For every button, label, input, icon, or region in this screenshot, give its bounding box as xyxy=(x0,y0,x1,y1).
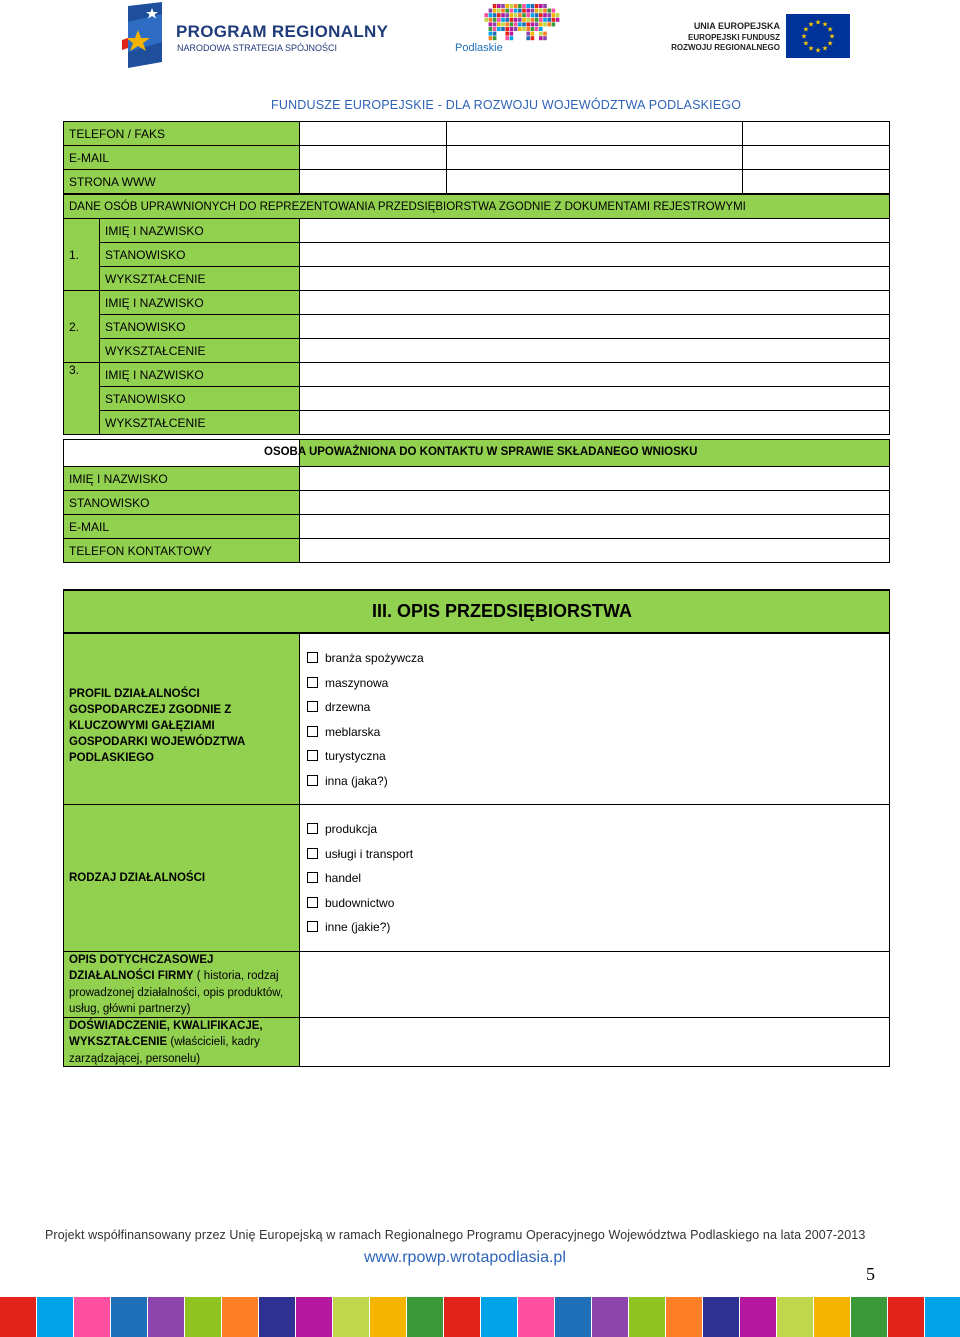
checkbox-label: handel xyxy=(325,871,362,885)
person-field-input[interactable] xyxy=(299,362,890,387)
eu-line3: ROZWOJU REGIONALNEGO xyxy=(671,43,780,52)
checkbox[interactable] xyxy=(307,726,318,737)
checkbox-label: maszynowa xyxy=(325,675,389,690)
program-title: PROGRAM REGIONALNY xyxy=(176,22,389,41)
svg-text:★: ★ xyxy=(826,40,834,48)
contact-person-input[interactable] xyxy=(299,466,890,491)
svg-text:★: ★ xyxy=(814,19,822,27)
svg-text:★: ★ xyxy=(800,33,808,41)
checkbox-label: usługi i transport xyxy=(325,846,414,861)
person-field-input[interactable] xyxy=(299,314,890,339)
svg-text:★: ★ xyxy=(828,33,836,41)
experience-label-normal: (właścicieli, kadry zarządzającej, personelu) xyxy=(69,1036,260,1065)
cofinance-text: Projekt współfinansowany przez Unię Europejską w ramach Regionalnego Programu Operacyjnego Województwa Podlaskiego na lata 2007-2013 xyxy=(45,1228,866,1242)
person-field-input[interactable] xyxy=(299,242,890,267)
history-label xyxy=(69,952,295,1017)
footer-url[interactable]: www.rpowp.wrotapodlasia.pl xyxy=(364,1249,566,1266)
checkbox[interactable] xyxy=(307,677,318,688)
contact-person-input[interactable] xyxy=(299,490,890,515)
contact-input-2[interactable] xyxy=(742,145,890,170)
contact-person-input[interactable] xyxy=(299,538,890,563)
person-field-label: WYKSZTAŁCENIE xyxy=(105,344,206,358)
person-field-label: IMIĘ I NAZWISKO xyxy=(105,224,204,238)
person-field-label: STANOWISKO xyxy=(105,320,186,334)
checkbox[interactable] xyxy=(307,750,318,761)
checkbox[interactable] xyxy=(307,701,318,712)
contact-input-0[interactable] xyxy=(299,145,447,170)
person-field-label: IMIĘ I NAZWISKO xyxy=(105,368,204,382)
representatives-heading: DANE OSÓB UPRAWNIONYCH DO REPREZENTOWANIA PRZEDSIĘBIORSTWA ZGODNIE Z DOKUMENTAMI REJESTROWYMI xyxy=(69,201,746,213)
checkbox-label: inna (jaka?) xyxy=(325,773,388,788)
experience-label-bold: DOŚWIADCZENIE, KWALIFIKACJE, WYKSZTAŁCENIE xyxy=(69,1020,263,1049)
person-field-input[interactable] xyxy=(299,338,890,363)
checkbox-label: meblarska xyxy=(325,724,381,739)
color-mosaic-strip xyxy=(0,1297,960,1337)
person-field-label: STANOWISKO xyxy=(105,248,186,262)
svg-text:★: ★ xyxy=(821,21,829,29)
checkbox-label: turystyczna xyxy=(325,749,386,763)
contact-person-field-label: TELEFON KONTAKTOWY xyxy=(69,544,212,558)
person-field-input[interactable] xyxy=(299,410,890,435)
contact-input-1[interactable] xyxy=(446,121,743,146)
profile-label: PROFIL DZIAŁALNOŚCI GOSPODARCZEJ ZGODNIE Z KLUCZOWYMI GAŁĘZIAMI GOSPODARKI WOJEWÓDZTWA PODLASKIEGO xyxy=(69,688,245,764)
person-field-label: IMIĘ I NAZWISKO xyxy=(105,296,204,310)
contact-person-field-label: STANOWISKO xyxy=(69,496,150,510)
person-field-input[interactable] xyxy=(299,266,890,291)
contact-person-input[interactable] xyxy=(299,514,890,539)
section3-title: III. OPIS PRZEDSIĘBIORSTWA xyxy=(372,601,633,621)
checkbox-label: branża spożywcza xyxy=(325,651,424,665)
contact-row-label: TELEFON / FAKS xyxy=(69,127,166,141)
svg-text:★: ★ xyxy=(802,40,810,48)
podlaskie-logo xyxy=(452,2,562,62)
person-field-label: STANOWISKO xyxy=(105,392,186,406)
checkbox[interactable] xyxy=(307,652,318,663)
eu-logo xyxy=(672,14,852,60)
checkbox-label: inne (jakie?) xyxy=(325,920,391,934)
svg-text:★: ★ xyxy=(807,21,815,29)
contact-person-heading: OSOBA UPOWAŻNIONA DO KONTAKTU W SPRAWIE SKŁADANEGO WNIOSKU xyxy=(264,446,698,458)
checkbox-label: produkcja xyxy=(325,822,378,836)
checkbox[interactable] xyxy=(307,775,318,786)
person-number: 3. xyxy=(69,363,80,377)
checkbox-label: drzewna xyxy=(325,700,371,714)
person-field-input[interactable] xyxy=(299,290,890,315)
svg-text:★: ★ xyxy=(807,45,815,53)
person-number: 2. xyxy=(69,320,80,334)
eu-flag-icon xyxy=(786,14,850,58)
experience-label xyxy=(69,1018,295,1067)
contact-row-label: STRONA WWW xyxy=(69,175,156,189)
experience-input[interactable] xyxy=(299,1017,890,1067)
contact-input-0[interactable] xyxy=(299,121,447,146)
contact-input-2[interactable] xyxy=(742,121,890,146)
contact-row-label: E-MAIL xyxy=(69,151,110,165)
history-label-normal: ( historia, rodzaj prowadzonej działalności, opis produktów, usług, główni partnerzy) xyxy=(69,970,284,1015)
svg-text:★: ★ xyxy=(826,26,834,34)
person-field-input[interactable] xyxy=(299,386,890,411)
activity-label: RODZAJ DZIAŁALNOŚCI xyxy=(69,872,206,884)
person-field-label: WYKSZTAŁCENIE xyxy=(105,272,206,286)
checkbox[interactable] xyxy=(307,823,318,834)
history-label-bold: OPIS DOTYCHCZASOWEJ DZIAŁALNOŚCI FIRMY xyxy=(69,954,214,983)
eu-line1: UNIA EUROPEJSKA xyxy=(693,21,780,31)
person-field-input[interactable] xyxy=(299,218,890,243)
contact-person-field-label: E-MAIL xyxy=(69,520,110,534)
funds-line: FUNDUSZE EUROPEJSKIE - DLA ROZWOJU WOJEWÓDZTWA PODLASKIEGO xyxy=(271,98,742,112)
contact-person-field-label: IMIĘ I NAZWISKO xyxy=(69,472,168,486)
program-subtitle: NARODOWA STRATEGIA SPÓJNOŚCI xyxy=(177,43,338,53)
checkbox[interactable] xyxy=(307,921,318,932)
program-regionalny-logo xyxy=(122,2,389,68)
history-input[interactable] xyxy=(299,951,890,1018)
contact-input-0[interactable] xyxy=(299,169,447,194)
contact-input-1[interactable] xyxy=(446,145,743,170)
person-field-label: WYKSZTAŁCENIE xyxy=(105,416,206,430)
checkbox[interactable] xyxy=(307,848,318,859)
svg-text:★: ★ xyxy=(814,47,822,55)
person-number: 1. xyxy=(69,248,80,262)
svg-text:★: ★ xyxy=(802,26,810,34)
svg-text:★: ★ xyxy=(821,45,829,53)
podlaskie-label: Podlaskie xyxy=(455,42,503,54)
checkbox[interactable] xyxy=(307,872,318,883)
checkbox-label: budownictwo xyxy=(325,895,395,910)
eu-line2: EUROPEJSKI FUNDUSZ xyxy=(687,33,780,42)
contact-input-1[interactable] xyxy=(446,169,743,194)
page-number: 5 xyxy=(866,1264,875,1284)
checkbox[interactable] xyxy=(307,897,318,908)
star-flag-icon xyxy=(122,2,168,68)
contact-input-2[interactable] xyxy=(742,169,890,194)
